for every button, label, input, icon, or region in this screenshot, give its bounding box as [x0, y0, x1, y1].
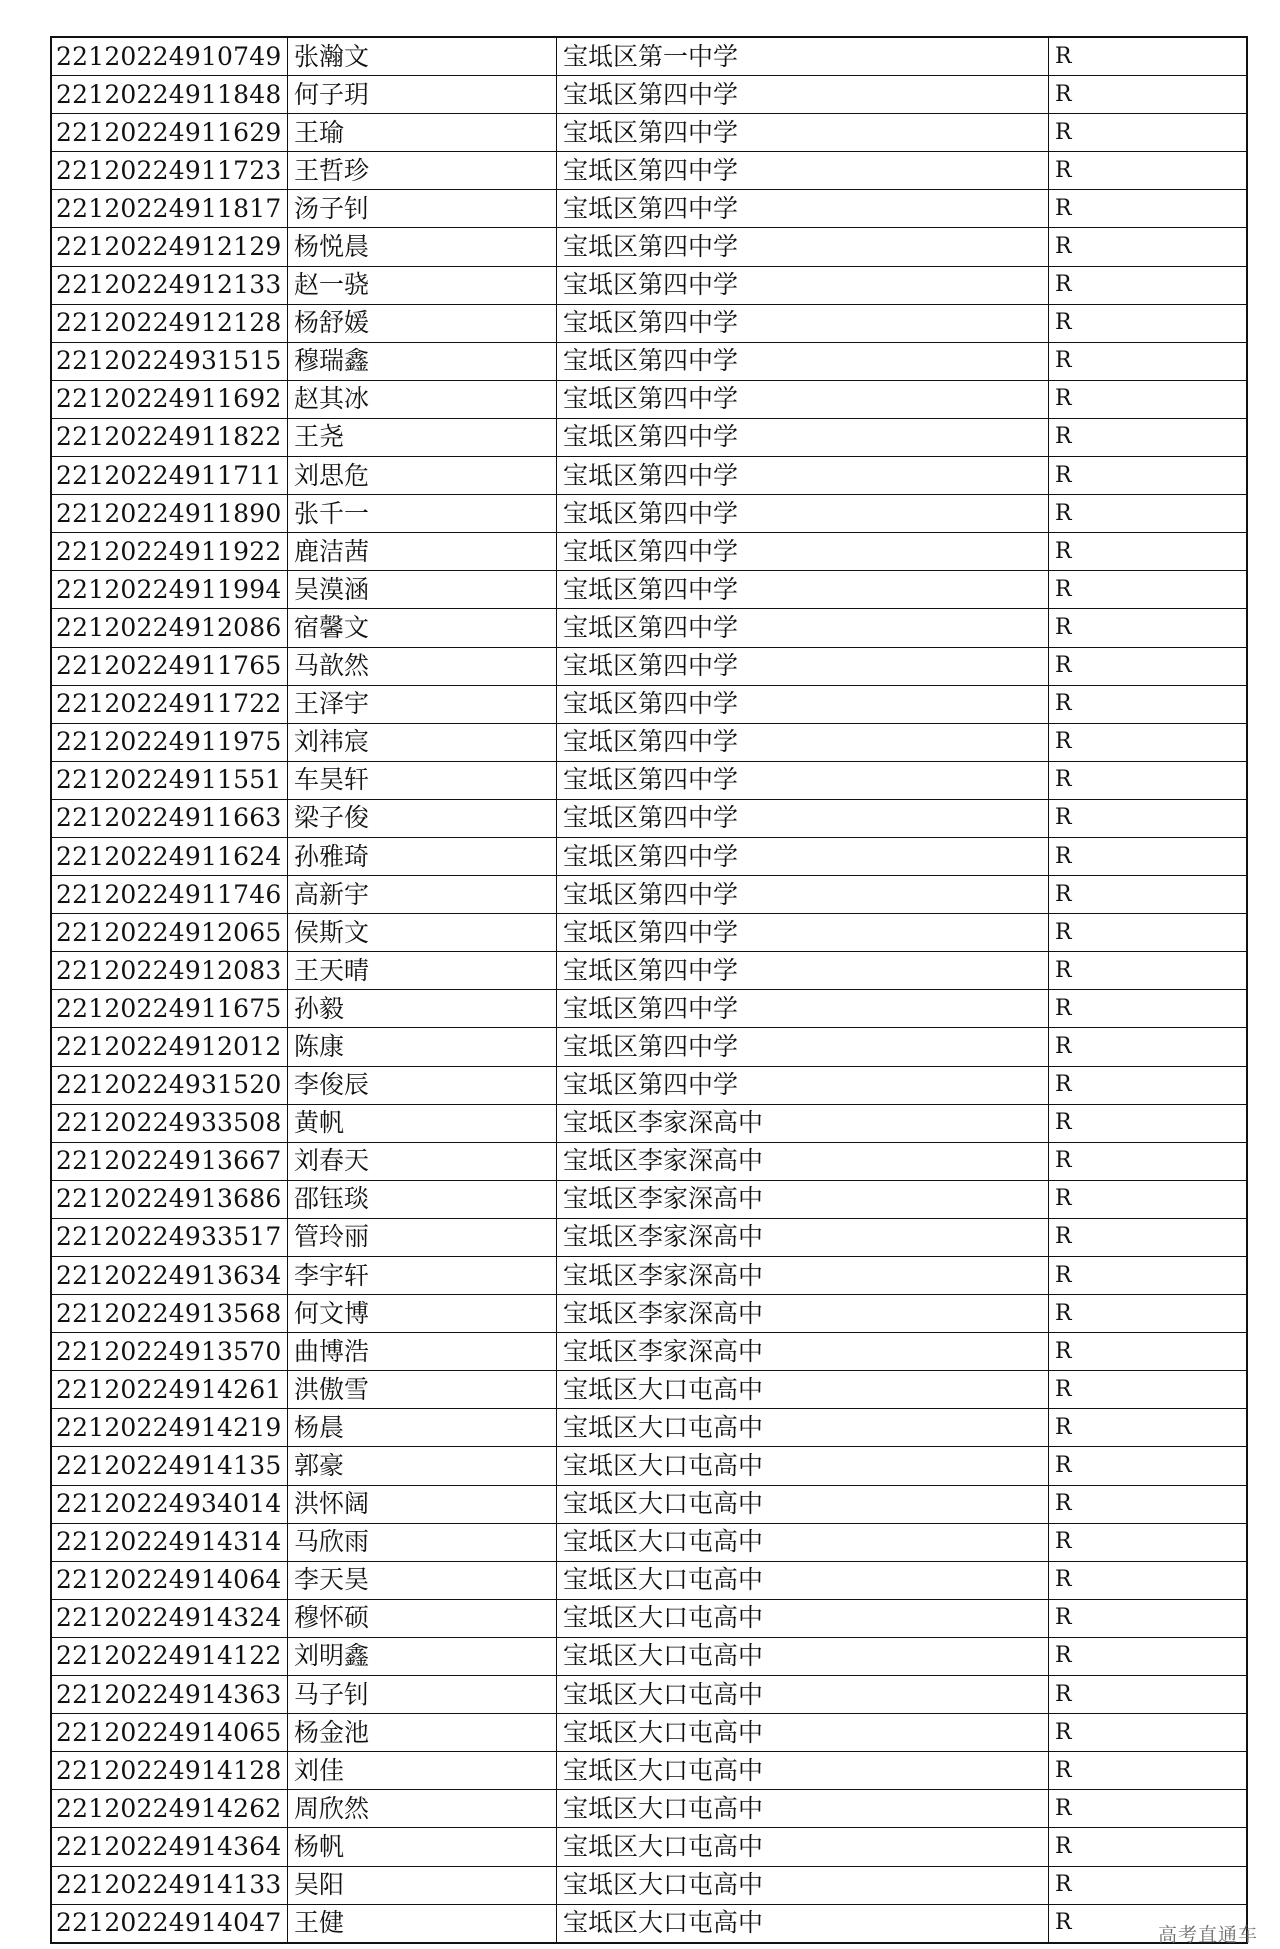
candidate-id-cell: 22120224912086: [51, 609, 288, 647]
table-row: [51, 1714, 1247, 1752]
school-name-cell: 宝坻区第四中学: [557, 533, 1049, 571]
category-code-cell: R: [1049, 1333, 1248, 1371]
candidate-id-cell: 22120224914363: [51, 1676, 288, 1714]
school-name-cell: 宝坻区李家深高中: [557, 1180, 1049, 1218]
candidate-id-cell: 22120224911675: [51, 990, 288, 1028]
table-row: [51, 1866, 1247, 1904]
student-name-cell: 李宇轩: [288, 1257, 557, 1295]
student-name-cell: 洪傲雪: [288, 1371, 557, 1409]
table-row: [51, 304, 1247, 342]
category-code-cell: R: [1049, 533, 1248, 571]
student-name-cell: 张瀚文: [288, 37, 557, 76]
category-code-cell: R: [1049, 1904, 1248, 1943]
school-name-cell: 宝坻区第四中学: [557, 914, 1049, 952]
table-row: [51, 1333, 1247, 1371]
table-row: [51, 190, 1247, 228]
candidate-id-cell: 22120224911551: [51, 761, 288, 799]
school-name-cell: 宝坻区大口屯高中: [557, 1409, 1049, 1447]
table-row: [51, 952, 1247, 990]
candidate-id-cell: 22120224911722: [51, 685, 288, 723]
student-name-cell: 王尧: [288, 418, 557, 456]
category-code-cell: R: [1049, 228, 1248, 266]
category-code-cell: R: [1049, 76, 1248, 114]
candidate-id-cell: 22120224913570: [51, 1333, 288, 1371]
table-row: [51, 609, 1247, 647]
school-name-cell: 宝坻区大口屯高中: [557, 1904, 1049, 1943]
candidate-id-cell: 22120224911711: [51, 457, 288, 495]
category-code-cell: R: [1049, 1828, 1248, 1866]
student-name-cell: 郭豪: [288, 1447, 557, 1485]
school-name-cell: 宝坻区李家深高中: [557, 1218, 1049, 1256]
category-code-cell: R: [1049, 190, 1248, 228]
table-row: [51, 380, 1247, 418]
table-row: [51, 799, 1247, 837]
school-name-cell: 宝坻区第四中学: [557, 647, 1049, 685]
candidate-id-cell: 22120224910749: [51, 37, 288, 76]
table-row: [51, 876, 1247, 914]
school-name-cell: 宝坻区大口屯高中: [557, 1523, 1049, 1561]
table-row: [51, 1904, 1247, 1943]
candidate-id-cell: 22120224914261: [51, 1371, 288, 1409]
student-name-cell: 梁子俊: [288, 799, 557, 837]
school-name-cell: 宝坻区第四中学: [557, 418, 1049, 456]
student-name-cell: 杨晨: [288, 1409, 557, 1447]
candidate-id-cell: 22120224911890: [51, 495, 288, 533]
category-code-cell: R: [1049, 304, 1248, 342]
student-name-cell: 王哲珍: [288, 152, 557, 190]
category-code-cell: R: [1049, 380, 1248, 418]
school-name-cell: 宝坻区第四中学: [557, 990, 1049, 1028]
student-name-cell: 马欣雨: [288, 1523, 557, 1561]
table-row: [51, 457, 1247, 495]
category-code-cell: R: [1049, 761, 1248, 799]
table-row: [51, 533, 1247, 571]
candidate-id-cell: 22120224914314: [51, 1523, 288, 1561]
school-name-cell: 宝坻区第四中学: [557, 1066, 1049, 1104]
candidate-id-cell: 22120224911994: [51, 571, 288, 609]
student-name-cell: 张千一: [288, 495, 557, 533]
school-name-cell: 宝坻区大口屯高中: [557, 1561, 1049, 1599]
category-code-cell: R: [1049, 266, 1248, 304]
candidate-id-cell: 22120224911822: [51, 418, 288, 456]
student-name-cell: 陈康: [288, 1028, 557, 1066]
category-code-cell: R: [1049, 1447, 1248, 1485]
candidate-id-cell: 22120224914065: [51, 1714, 288, 1752]
school-name-cell: 宝坻区大口屯高中: [557, 1637, 1049, 1675]
student-name-cell: 杨舒媛: [288, 304, 557, 342]
candidate-id-cell: 22120224912133: [51, 266, 288, 304]
school-name-cell: 宝坻区第四中学: [557, 380, 1049, 418]
school-name-cell: 宝坻区第四中学: [557, 304, 1049, 342]
table-row: [51, 1295, 1247, 1333]
table-row: [51, 647, 1247, 685]
student-name-cell: 杨金池: [288, 1714, 557, 1752]
student-name-cell: 刘祎宸: [288, 723, 557, 761]
candidate-id-cell: 22120224911692: [51, 380, 288, 418]
table-row: [51, 761, 1247, 799]
school-name-cell: 宝坻区第四中学: [557, 952, 1049, 990]
category-code-cell: R: [1049, 799, 1248, 837]
student-name-cell: 王健: [288, 1904, 557, 1943]
category-code-cell: R: [1049, 647, 1248, 685]
school-name-cell: 宝坻区第四中学: [557, 190, 1049, 228]
table-row: [51, 1028, 1247, 1066]
school-name-cell: 宝坻区第四中学: [557, 152, 1049, 190]
category-code-cell: R: [1049, 609, 1248, 647]
table-row: [51, 1409, 1247, 1447]
category-code-cell: R: [1049, 1218, 1248, 1256]
school-name-cell: 宝坻区第四中学: [557, 266, 1049, 304]
candidate-id-cell: 22120224934014: [51, 1485, 288, 1523]
school-name-cell: 宝坻区大口屯高中: [557, 1599, 1049, 1637]
candidate-id-cell: 22120224933517: [51, 1218, 288, 1256]
table-row: [51, 418, 1247, 456]
table-row: [51, 1752, 1247, 1790]
student-name-cell: 鹿洁茜: [288, 533, 557, 571]
candidate-id-cell: 22120224914324: [51, 1599, 288, 1637]
school-name-cell: 宝坻区大口屯高中: [557, 1866, 1049, 1904]
student-name-cell: 杨帆: [288, 1828, 557, 1866]
candidate-id-cell: 22120224911848: [51, 76, 288, 114]
candidate-id-cell: 22120224931515: [51, 342, 288, 380]
school-name-cell: 宝坻区大口屯高中: [557, 1371, 1049, 1409]
candidate-id-cell: 22120224911629: [51, 114, 288, 152]
school-name-cell: 宝坻区大口屯高中: [557, 1485, 1049, 1523]
candidate-id-cell: 22120224911746: [51, 876, 288, 914]
table-row: [51, 1485, 1247, 1523]
table-row: [51, 1180, 1247, 1218]
student-name-cell: 穆怀硕: [288, 1599, 557, 1637]
student-name-cell: 邵钰琰: [288, 1180, 557, 1218]
candidate-id-cell: 22120224911765: [51, 647, 288, 685]
candidate-id-cell: 22120224914122: [51, 1637, 288, 1675]
category-code-cell: R: [1049, 1180, 1248, 1218]
table-row: [51, 1561, 1247, 1599]
school-name-cell: 宝坻区第四中学: [557, 761, 1049, 799]
table-row: [51, 342, 1247, 380]
table-row: [51, 685, 1247, 723]
student-name-cell: 孙雅琦: [288, 837, 557, 875]
candidate-id-cell: 22120224911975: [51, 723, 288, 761]
candidate-id-cell: 22120224912083: [51, 952, 288, 990]
category-code-cell: R: [1049, 837, 1248, 875]
candidate-id-cell: 22120224912128: [51, 304, 288, 342]
school-name-cell: 宝坻区第四中学: [557, 342, 1049, 380]
table-row: [51, 1371, 1247, 1409]
table-row: [51, 495, 1247, 533]
table-row: [51, 266, 1247, 304]
candidate-id-cell: 22120224914262: [51, 1790, 288, 1828]
table-row: [51, 1637, 1247, 1675]
school-name-cell: 宝坻区李家深高中: [557, 1257, 1049, 1295]
school-name-cell: 宝坻区第四中学: [557, 76, 1049, 114]
candidate-id-cell: 22120224912065: [51, 914, 288, 952]
category-code-cell: R: [1049, 1142, 1248, 1180]
category-code-cell: R: [1049, 37, 1248, 76]
candidate-id-cell: 22120224912129: [51, 228, 288, 266]
student-name-cell: 马歆然: [288, 647, 557, 685]
student-name-cell: 管玲丽: [288, 1218, 557, 1256]
category-code-cell: R: [1049, 685, 1248, 723]
school-name-cell: 宝坻区大口屯高中: [557, 1828, 1049, 1866]
table-row: [51, 1257, 1247, 1295]
category-code-cell: R: [1049, 1257, 1248, 1295]
student-name-cell: 刘佳: [288, 1752, 557, 1790]
student-name-cell: 高新宇: [288, 876, 557, 914]
candidate-id-cell: 22120224914064: [51, 1561, 288, 1599]
student-name-cell: 李俊辰: [288, 1066, 557, 1104]
category-code-cell: R: [1049, 876, 1248, 914]
school-name-cell: 宝坻区第一中学: [557, 37, 1049, 76]
student-name-cell: 穆瑞鑫: [288, 342, 557, 380]
school-name-cell: 宝坻区大口屯高中: [557, 1447, 1049, 1485]
table-row: [51, 1599, 1247, 1637]
student-name-cell: 曲博浩: [288, 1333, 557, 1371]
candidate-id-cell: 22120224911723: [51, 152, 288, 190]
table-row: [51, 1066, 1247, 1104]
category-code-cell: R: [1049, 114, 1248, 152]
candidate-id-cell: 22120224931520: [51, 1066, 288, 1104]
candidate-id-cell: 22120224914219: [51, 1409, 288, 1447]
student-name-cell: 吴漠涵: [288, 571, 557, 609]
candidate-id-cell: 22120224914135: [51, 1447, 288, 1485]
student-name-cell: 何文博: [288, 1295, 557, 1333]
watermark-text: 高考直通车: [1157, 1924, 1258, 1946]
student-name-cell: 宿馨文: [288, 609, 557, 647]
candidate-id-cell: 22120224913634: [51, 1257, 288, 1295]
candidate-id-cell: 22120224914128: [51, 1752, 288, 1790]
school-name-cell: 宝坻区李家深高中: [557, 1333, 1049, 1371]
table-row: [51, 914, 1247, 952]
student-name-cell: 王天晴: [288, 952, 557, 990]
category-code-cell: R: [1049, 342, 1248, 380]
category-code-cell: R: [1049, 1295, 1248, 1333]
student-name-cell: 吴阳: [288, 1866, 557, 1904]
candidate-id-cell: 22120224914047: [51, 1904, 288, 1943]
candidate-id-cell: 22120224912012: [51, 1028, 288, 1066]
student-name-cell: 洪怀阔: [288, 1485, 557, 1523]
category-code-cell: R: [1049, 1752, 1248, 1790]
student-name-cell: 杨悦晨: [288, 228, 557, 266]
student-name-cell: 王瑜: [288, 114, 557, 152]
category-code-cell: R: [1049, 152, 1248, 190]
category-code-cell: R: [1049, 914, 1248, 952]
school-name-cell: 宝坻区第四中学: [557, 114, 1049, 152]
student-name-cell: 马子钊: [288, 1676, 557, 1714]
school-name-cell: 宝坻区第四中学: [557, 723, 1049, 761]
candidate-id-cell: 22120224913667: [51, 1142, 288, 1180]
candidate-id-cell: 22120224911922: [51, 533, 288, 571]
school-name-cell: 宝坻区第四中学: [557, 571, 1049, 609]
student-name-cell: 赵一骁: [288, 266, 557, 304]
school-name-cell: 宝坻区李家深高中: [557, 1295, 1049, 1333]
table-row: [51, 723, 1247, 761]
category-code-cell: R: [1049, 1066, 1248, 1104]
table-row: [51, 1828, 1247, 1866]
student-name-cell: 车昊轩: [288, 761, 557, 799]
table-row: [51, 837, 1247, 875]
category-code-cell: R: [1049, 457, 1248, 495]
school-name-cell: 宝坻区大口屯高中: [557, 1714, 1049, 1752]
school-name-cell: 宝坻区李家深高中: [557, 1104, 1049, 1142]
table-row: [51, 990, 1247, 1028]
candidate-id-cell: 22120224914364: [51, 1828, 288, 1866]
table-row: [51, 1218, 1247, 1256]
roster-body: [51, 37, 1247, 1943]
table-row: [51, 152, 1247, 190]
candidate-id-cell: 22120224914133: [51, 1866, 288, 1904]
category-code-cell: R: [1049, 571, 1248, 609]
school-name-cell: 宝坻区第四中学: [557, 876, 1049, 914]
school-name-cell: 宝坻区大口屯高中: [557, 1790, 1049, 1828]
category-code-cell: R: [1049, 952, 1248, 990]
table-row: [51, 228, 1247, 266]
table-row: [51, 1104, 1247, 1142]
school-name-cell: 宝坻区第四中学: [557, 685, 1049, 723]
category-code-cell: R: [1049, 990, 1248, 1028]
category-code-cell: R: [1049, 1599, 1248, 1637]
school-name-cell: 宝坻区第四中学: [557, 495, 1049, 533]
student-name-cell: 赵其冰: [288, 380, 557, 418]
table-row: [51, 1142, 1247, 1180]
student-name-cell: 李天昊: [288, 1561, 557, 1599]
student-name-cell: 汤子钊: [288, 190, 557, 228]
student-name-cell: 周欣然: [288, 1790, 557, 1828]
table-row: [51, 571, 1247, 609]
school-name-cell: 宝坻区第四中学: [557, 228, 1049, 266]
school-name-cell: 宝坻区第四中学: [557, 799, 1049, 837]
category-code-cell: R: [1049, 1866, 1248, 1904]
table-row: [51, 1523, 1247, 1561]
candidate-id-cell: 22120224911663: [51, 799, 288, 837]
category-code-cell: R: [1049, 1028, 1248, 1066]
student-name-cell: 王泽宇: [288, 685, 557, 723]
table-row: [51, 37, 1247, 76]
category-code-cell: R: [1049, 1790, 1248, 1828]
student-name-cell: 刘春天: [288, 1142, 557, 1180]
table-row: [51, 76, 1247, 114]
student-name-cell: 孙毅: [288, 990, 557, 1028]
school-name-cell: 宝坻区第四中学: [557, 609, 1049, 647]
candidate-id-cell: 22120224913686: [51, 1180, 288, 1218]
school-name-cell: 宝坻区大口屯高中: [557, 1752, 1049, 1790]
school-name-cell: 宝坻区第四中学: [557, 1028, 1049, 1066]
category-code-cell: R: [1049, 1485, 1248, 1523]
category-code-cell: R: [1049, 1676, 1248, 1714]
school-name-cell: 宝坻区第四中学: [557, 457, 1049, 495]
school-name-cell: 宝坻区第四中学: [557, 837, 1049, 875]
category-code-cell: R: [1049, 1104, 1248, 1142]
student-name-cell: 刘明鑫: [288, 1637, 557, 1675]
candidate-id-cell: 22120224913568: [51, 1295, 288, 1333]
table-row: [51, 1676, 1247, 1714]
candidate-id-cell: 22120224933508: [51, 1104, 288, 1142]
student-name-cell: 黄帆: [288, 1104, 557, 1142]
candidate-id-cell: 22120224911817: [51, 190, 288, 228]
table-row: [51, 1447, 1247, 1485]
student-name-cell: 侯斯文: [288, 914, 557, 952]
table-row: [51, 1790, 1247, 1828]
category-code-cell: R: [1049, 1409, 1248, 1447]
roster-table: [50, 36, 1248, 1944]
student-name-cell: 刘思危: [288, 457, 557, 495]
category-code-cell: R: [1049, 495, 1248, 533]
category-code-cell: R: [1049, 418, 1248, 456]
school-name-cell: 宝坻区李家深高中: [557, 1142, 1049, 1180]
category-code-cell: R: [1049, 723, 1248, 761]
category-code-cell: R: [1049, 1523, 1248, 1561]
table-row: [51, 114, 1247, 152]
category-code-cell: R: [1049, 1714, 1248, 1752]
category-code-cell: R: [1049, 1637, 1248, 1675]
category-code-cell: R: [1049, 1371, 1248, 1409]
candidate-id-cell: 22120224911624: [51, 837, 288, 875]
school-name-cell: 宝坻区大口屯高中: [557, 1676, 1049, 1714]
category-code-cell: R: [1049, 1561, 1248, 1599]
student-name-cell: 何子玥: [288, 76, 557, 114]
